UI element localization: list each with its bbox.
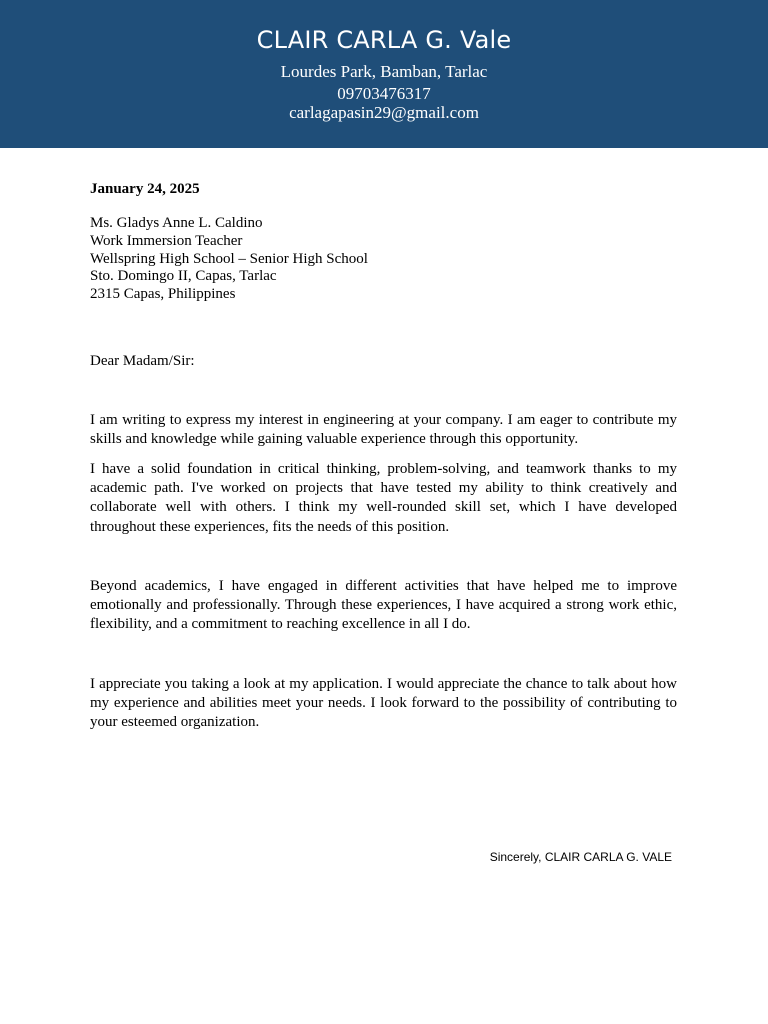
- sender-name: CLAIR CARLA G. Vale: [256, 26, 512, 54]
- recipient-street: Sto. Domingo II, Capas, Tarlac: [90, 268, 277, 285]
- sender-email: carlagapasin29@gmail.com: [289, 103, 479, 122]
- body-paragraph: Beyond academics, I have engaged in different activities that have helped me to improve emotionally and professionally. Through these experiences, I have acquired a strong work ethic, flexibility, and a commitment to reaching excellence in all I do.: [90, 578, 677, 633]
- recipient-block: [90, 215, 368, 304]
- sender-address: Lourdes Park, Bamban, Tarlac: [280, 62, 488, 81]
- recipient-name: Ms. Gladys Anne L. Caldino: [90, 215, 263, 231]
- recipient-organization: Wellspring High School – Senior High School: [90, 250, 368, 267]
- letter-date: January 24, 2025: [90, 181, 200, 197]
- closing-signature: Sincerely, CLAIR CARLA G. VALE: [489, 850, 672, 864]
- recipient-title: Work Immersion Teacher: [90, 232, 243, 249]
- salutation: Dear Madam/Sir:: [90, 353, 195, 369]
- recipient-city: 2315 Capas, Philippines: [90, 286, 236, 303]
- body-paragraph: I am writing to express my interest in engineering at your company. I am eager to contribute my skills and knowledge while gaining valuable experience through this opportunity.: [90, 412, 677, 448]
- sender-phone: 09703476317: [337, 84, 431, 103]
- body-paragraph: I have a solid foundation in critical thinking, problem-solving, and teamwork thanks to my academic path. I've worked on projects that have tested my ability to think creatively and collaborate well with others. I think my well-rounded skill set, which I have developed throughout these experiences, fits the needs of this position.: [90, 461, 677, 535]
- letterhead: [0, 0, 768, 148]
- body-paragraph: I appreciate you taking a look at my application. I would appreciate the chance to talk about how my experience and abilities meet your needs. I look forward to the possibility of contributing to your esteemed organization.: [90, 676, 677, 731]
